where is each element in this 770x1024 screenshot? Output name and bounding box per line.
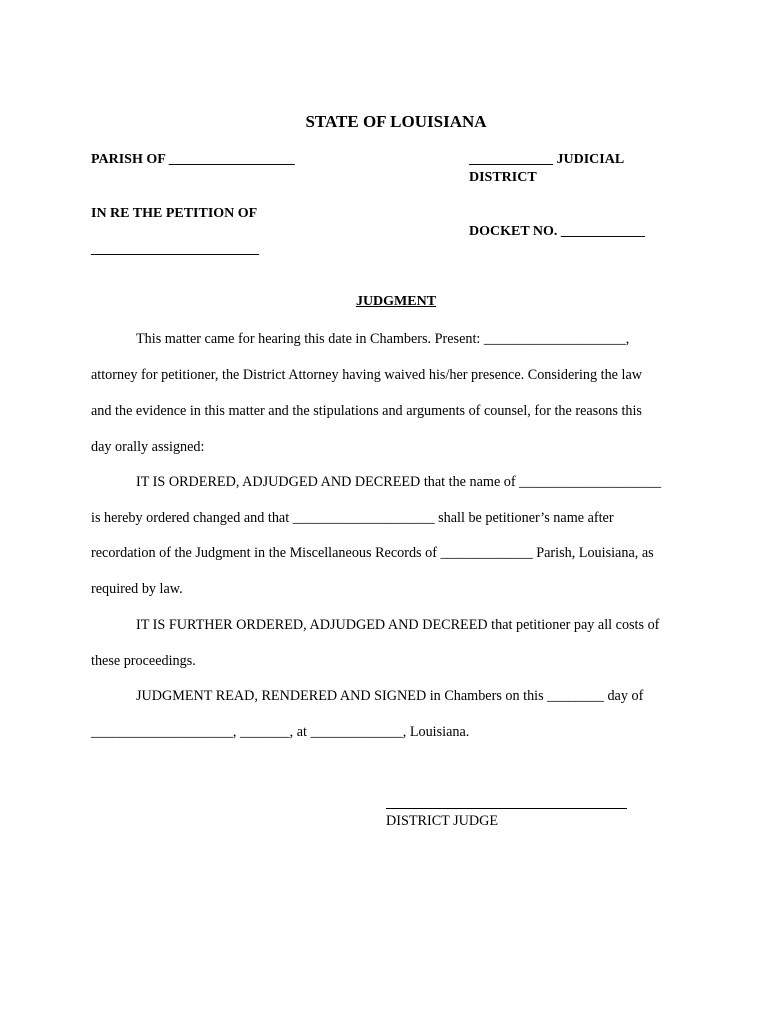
paragraph-4-line-1: JUDGMENT READ, RENDERED AND SIGNED in Chambers on this ________ day of <box>136 688 644 704</box>
paragraph-2-line-4: required by law. <box>91 581 183 597</box>
paragraph-1-line-3: and the evidence in this matter and the stipulations and arguments of counsel, for the reasons this <box>91 403 642 419</box>
paragraph-2-line-3: recordation of the Judgment in the Miscellaneous Records of _____________ Parish, Louisiana, as <box>91 545 654 561</box>
district-judge-label: DISTRICT JUDGE <box>386 813 499 829</box>
paragraph-1-line-2: attorney for petitioner, the District Attorney having waived his/her presence. Considering the law <box>91 367 643 383</box>
judgment-heading: JUDGMENT <box>355 294 437 309</box>
paragraph-1-line-4: day orally assigned: <box>91 439 205 455</box>
petitioner-name-blank: ________________________ <box>91 242 259 257</box>
state-title: STATE OF LOUISIANA <box>305 112 487 131</box>
paragraph-3-line-1: IT IS FURTHER ORDERED, ADJUDGED AND DECREED that petitioner pay all costs of <box>136 617 660 633</box>
paragraph-2-line-2: is hereby ordered changed and that ____________________ shall be petitioner’s name after <box>91 510 614 526</box>
judicial-line: ____________ JUDICIAL <box>469 152 625 167</box>
district-line: DISTRICT <box>469 170 537 185</box>
paragraph-1-line-1: This matter came for hearing this date in Chambers. Present: ____________________, <box>136 331 630 347</box>
signature-line <box>386 808 627 809</box>
paragraph-3-line-2: these proceedings. <box>91 653 196 669</box>
docket-line: DOCKET NO. ____________ <box>469 224 645 239</box>
paragraph-2-line-1: IT IS ORDERED, ADJUDGED AND DECREED that the name of ____________________ <box>136 474 662 490</box>
parish-line: PARISH OF __________________ <box>91 152 295 167</box>
petition-line: IN RE THE PETITION OF <box>91 206 258 221</box>
paragraph-4-line-2: ____________________, _______, at _____________, Louisiana. <box>91 724 470 740</box>
